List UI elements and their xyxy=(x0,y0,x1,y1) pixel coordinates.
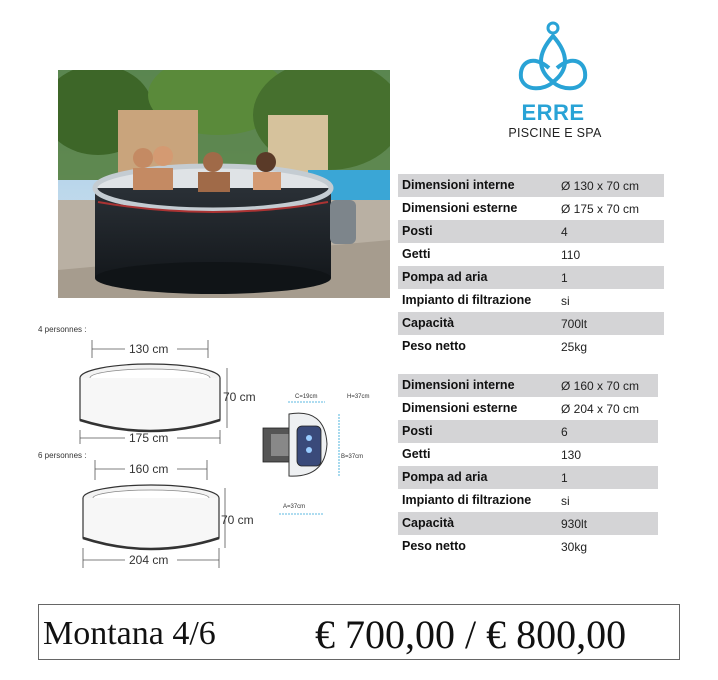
spec-row xyxy=(398,489,660,512)
diagram-label-4: 4 personnes : xyxy=(38,325,87,334)
spec-value: 30kg xyxy=(561,540,588,554)
spec-label: Posti xyxy=(402,424,433,438)
diagram-inner-6: 160 cm xyxy=(129,462,169,476)
diagram-outer-6: 204 cm xyxy=(129,553,169,567)
spec-row xyxy=(398,535,660,558)
price-box xyxy=(38,604,680,660)
spec-value: 700lt xyxy=(561,317,588,331)
diagram-height-4: 70 cm xyxy=(223,390,256,404)
spec-value: 4 xyxy=(561,225,568,239)
spec-value: 1 xyxy=(561,471,568,485)
logo-subtitle: PISCINE E SPA xyxy=(508,126,602,140)
spec-label: Posti xyxy=(402,224,433,238)
spec-row xyxy=(398,243,664,266)
spec-label: Capacità xyxy=(402,316,455,330)
spec-row xyxy=(398,220,664,243)
spec-value: si xyxy=(561,494,570,508)
spec-label: Impianto di filtrazione xyxy=(402,293,532,307)
lotus-meditation-icon xyxy=(515,20,591,100)
spec-value: Ø 204 x 70 cm xyxy=(561,402,640,416)
spec-value: 1 xyxy=(561,271,568,285)
spec-row xyxy=(398,289,664,312)
diagram-height-6: 70 cm xyxy=(221,513,254,527)
spec-label: Pompa ad aria xyxy=(402,470,488,484)
pump-c-label: C=19cm xyxy=(295,394,318,400)
spec-row xyxy=(398,197,664,220)
diagram-outer-4: 175 cm xyxy=(129,431,169,445)
spec-table-6-seats xyxy=(398,374,660,558)
logo-brand-name: ERRE xyxy=(521,100,585,125)
diagram-inner-4: 130 cm xyxy=(129,342,169,356)
spec-value: 25kg xyxy=(561,340,588,354)
spec-value: 930lt xyxy=(561,517,588,531)
spec-value: 6 xyxy=(561,425,568,439)
spec-table-4-seats xyxy=(398,174,664,358)
spec-label: Getti xyxy=(402,447,431,461)
spec-value: si xyxy=(561,294,570,308)
spec-label: Capacità xyxy=(402,516,455,530)
spec-value: Ø 130 x 70 cm xyxy=(561,179,640,193)
brand-logo xyxy=(490,20,620,145)
spec-value: 110 xyxy=(561,248,581,262)
pump-b-label: B=37cm xyxy=(341,454,364,460)
price-label: € 700,00 / € 800,00 xyxy=(315,612,627,657)
spec-row xyxy=(398,420,658,443)
spec-row xyxy=(398,266,664,289)
spec-label: Dimensioni esterne xyxy=(402,401,518,415)
spec-label: Peso netto xyxy=(402,539,466,553)
spec-value: 130 xyxy=(561,448,582,462)
spec-row xyxy=(398,512,658,535)
spec-row xyxy=(398,374,658,397)
pump-diagram xyxy=(263,394,370,514)
spec-row xyxy=(398,397,660,420)
model-name: Montana 4/6 xyxy=(43,615,216,652)
spec-value: Ø 175 x 70 cm xyxy=(561,202,640,216)
spec-label: Getti xyxy=(402,247,431,261)
spec-label: Impianto di filtrazione xyxy=(402,493,532,507)
spec-row xyxy=(398,466,658,489)
spec-label: Dimensioni interne xyxy=(402,178,515,192)
spec-row xyxy=(398,174,664,197)
pump-a-label: A=37cm xyxy=(283,504,306,510)
spec-row xyxy=(398,335,664,358)
spec-row xyxy=(398,312,664,335)
spec-label: Dimensioni interne xyxy=(402,378,515,392)
spec-label: Pompa ad aria xyxy=(402,270,488,284)
pump-h-label: H=37cm xyxy=(347,394,370,400)
spec-value: Ø 160 x 70 cm xyxy=(561,379,640,393)
spec-label: Peso netto xyxy=(402,339,466,353)
dimension-diagram xyxy=(35,318,395,580)
spec-label: Dimensioni esterne xyxy=(402,201,518,215)
diagram-label-6: 6 personnes : xyxy=(38,451,87,460)
spec-row xyxy=(398,443,660,466)
inflatable-spa-photo xyxy=(58,70,390,298)
